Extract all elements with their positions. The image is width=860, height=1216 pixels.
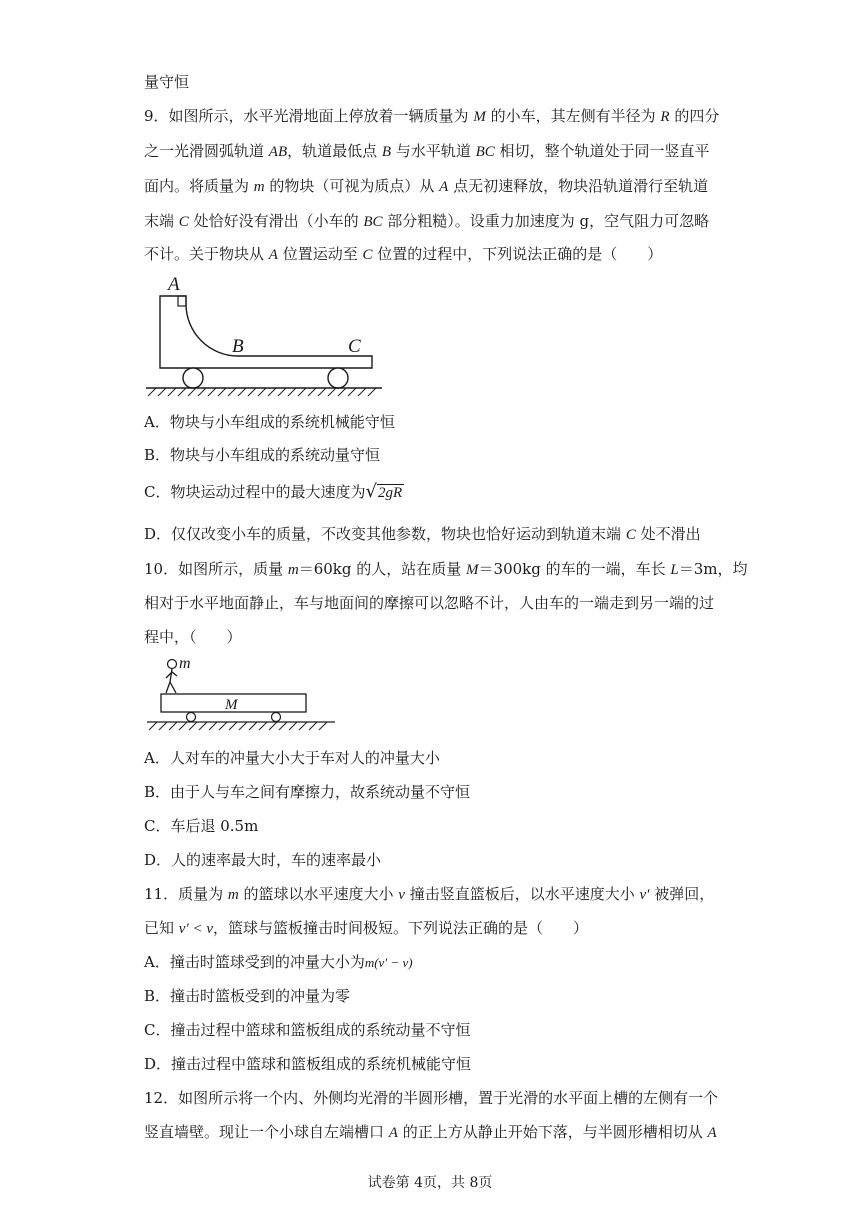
q9-line-4: 末端 C 处恰好没有滑出（小车的 BC 部分粗糙）。设重力加速度为 g，空气阻力可忽略 xyxy=(144,212,710,230)
q9-line-1: 9．如图所示，水平光滑地面上停放着一辆质量为 M 的小车，其左侧有半径为 R 的四分 xyxy=(144,107,720,125)
q9-cart-figure xyxy=(140,268,390,398)
q11-line-2: 已知 v′ < v，篮球与篮板撞击时间极短。下列说法正确的是（ ） xyxy=(144,919,589,937)
q9-option-a: A．物块与小车组成的系统机械能守恒 xyxy=(144,413,395,431)
q10-line-1: 10．如图所示，质量 m＝60kg 的人，站在质量 M＝300kg 的车的一端，车长 L＝3m，均 xyxy=(144,560,748,578)
q11-line-1: 11．质量为 m 的篮球以水平速度大小 v 撞击竖直篮板后，以水平速度大小 v′ 被弹回， xyxy=(144,885,715,903)
previous-question-tail: 量守恒 xyxy=(144,73,190,91)
q9-line-3: 面内。将质量为 m 的物块（可视为质点）从 A 点无初速释放，物块沿轨道滑行至轨道 xyxy=(144,177,709,195)
q10-option-d: D．人的速率最大时，车的速率最小 xyxy=(144,851,382,869)
left-wheel xyxy=(183,368,203,388)
q11-option-a: A．撞击时篮球受到的冲量大小为m(v′ − v) xyxy=(144,953,413,971)
label-c: C xyxy=(348,336,361,357)
cart-body-shape xyxy=(160,296,372,368)
q11-option-b: B．撞击时篮板受到的冲量为零 xyxy=(144,987,351,1005)
q9-line-5: 不计。关于物块从 A 位置运动至 C 位置的过程中，下列说法正确的是（ ） xyxy=(144,245,663,263)
right-wheel xyxy=(328,368,348,388)
q10-line-2: 相对于水平地面静止，车与地面间的摩擦可以忽略不计，人由车的一端走到另一端的过 xyxy=(144,594,715,612)
label-a: A xyxy=(168,274,180,295)
q10-cart-figure xyxy=(145,654,340,736)
q9-line-2: 之一光滑圆弧轨道 AB，轨道最低点 B 与水平轨道 BC 相切，整个轨道处于同一竖直平 xyxy=(144,142,710,160)
person-head xyxy=(168,660,177,669)
cart-notch xyxy=(178,296,186,306)
sqrt-expression: √2gR xyxy=(365,481,403,502)
label-b: B xyxy=(232,336,244,357)
ground-hatching xyxy=(148,388,376,396)
q9-option-c: C．物块运动过程中的最大速度为√2gR xyxy=(144,481,403,502)
ground-hatching xyxy=(149,722,327,730)
right-wheel xyxy=(272,713,281,722)
q9-option-d: D．仅仅改变小车的质量，不改变其他参数，物块也恰好运动到轨道末端 C 处不滑出 xyxy=(144,525,701,543)
q12-line-1: 12．如图所示将一个内、外侧均光滑的半圆形槽，置于光滑的水平面上槽的左侧有一个 xyxy=(144,1089,719,1107)
q10-option-c: C．车后退 0.5m xyxy=(144,817,259,835)
q10-option-a: A．人对车的冲量大小大于车对人的冲量大小 xyxy=(144,749,440,767)
q9-option-b: B．物块与小车组成的系统动量守恒 xyxy=(144,446,381,464)
q10-option-b: B．由于人与车之间有摩擦力，故系统动量不守恒 xyxy=(144,783,471,801)
q10-line-3: 程中，（ ） xyxy=(144,628,242,646)
q11-option-d: D．撞击过程中篮球和篮板组成的系统机械能守恒 xyxy=(144,1055,472,1073)
q12-line-2: 竖直墙壁。现让一个小球自左端槽口 A 的正上方从静止开始下落，与半圆形槽相切从 A xyxy=(144,1123,717,1141)
page-footer: 试卷第 4页，共 8页 xyxy=(367,1175,493,1191)
left-wheel xyxy=(187,713,196,722)
label-M: M xyxy=(225,697,238,713)
q11-option-c: C．撞击过程中篮球和篮板组成的系统动量不守恒 xyxy=(144,1021,471,1039)
label-m: m xyxy=(179,655,191,672)
person-body xyxy=(166,669,177,693)
